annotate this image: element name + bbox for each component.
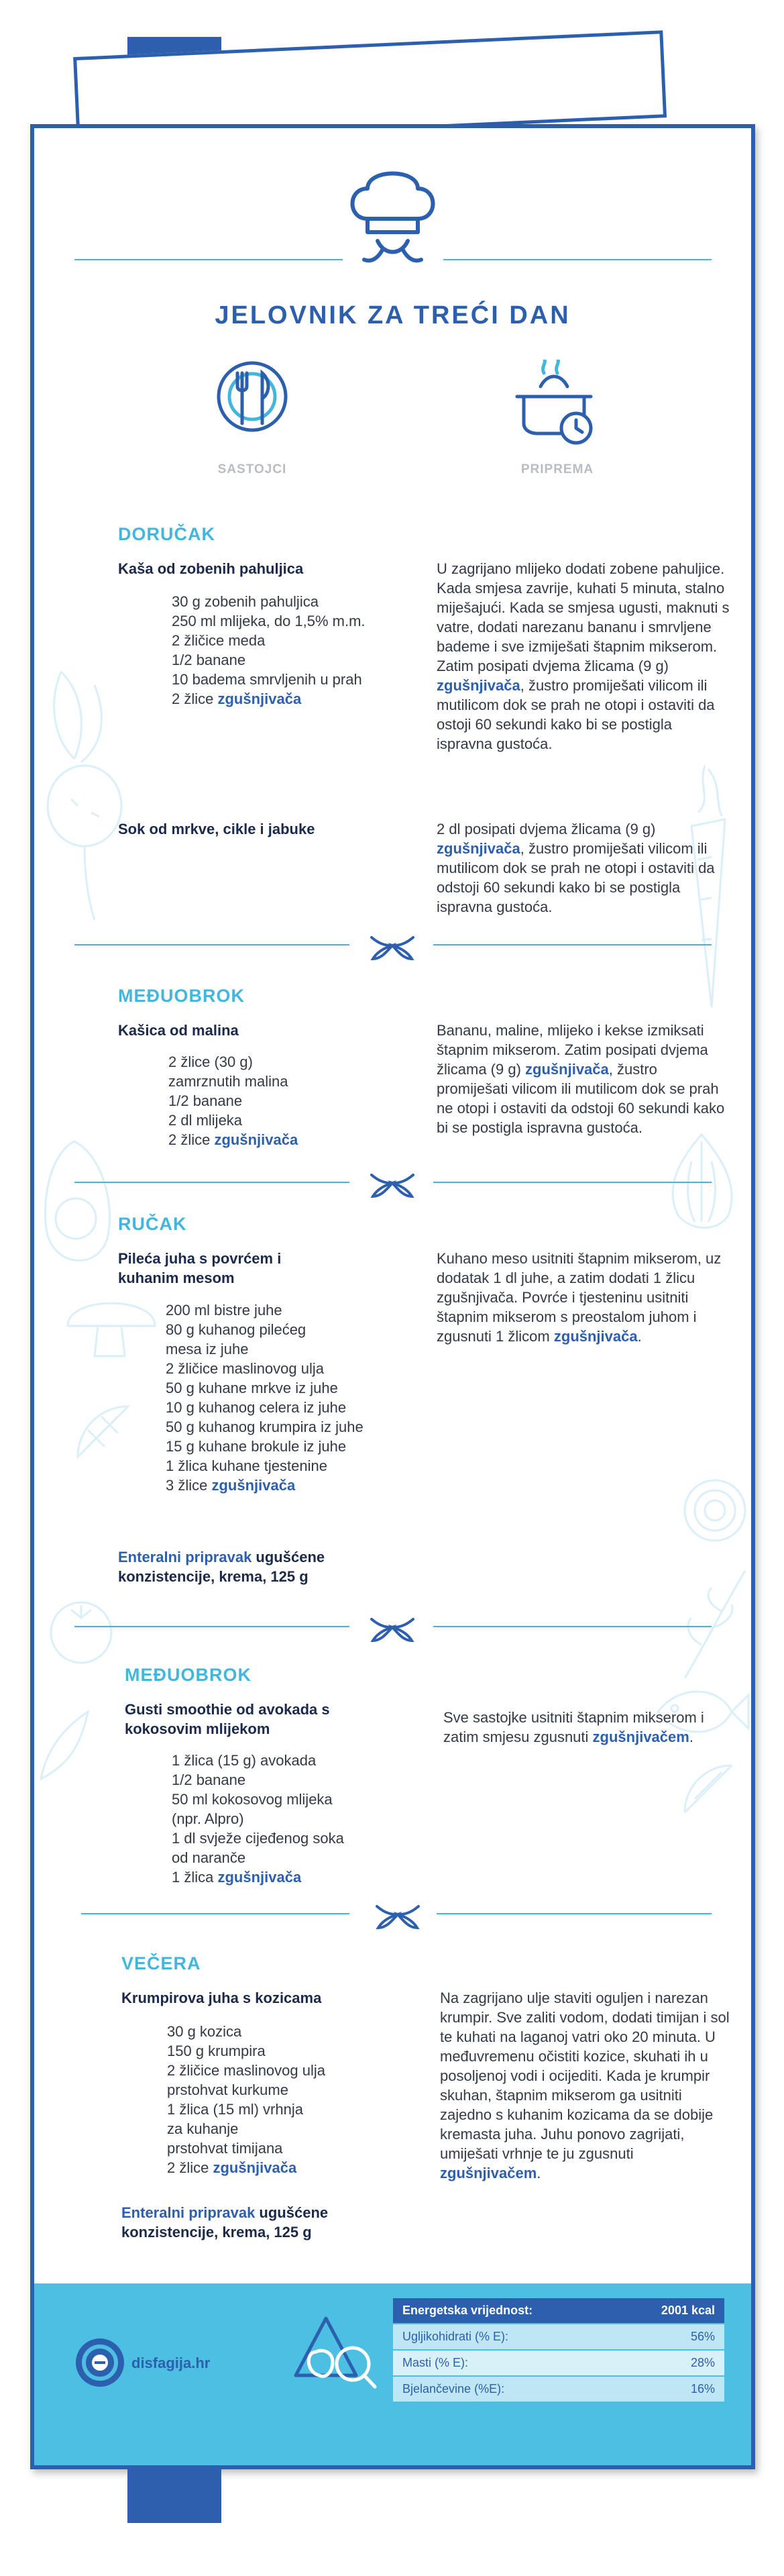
ingredient-item: 1/2 banane — [168, 1092, 243, 1109]
beet-doodle — [34, 645, 135, 927]
preparation-chicken-soup: Kuhano meso usitniti štapnim mikserom, uz dodatak 1 dl juhe, a zatim dodati 1 žlicu zgušnjivača. Povrće i tjesteninu usitniti štapnim mikserom s preostalom juhom i zgusnuti 1 žlicom zgušnjivača. — [437, 1250, 722, 1345]
lemon-slice-doodle — [671, 1752, 745, 1826]
preparation-juice: 2 dl posipati dvjema žlicama (9 g) zgušnjivača, žustro promiješati vilicom ili mutilicom dok se prah ne otopi i ostaviti da odstoji 60 sekundi kako bi se postigla ispravna gustoća. — [437, 821, 715, 915]
ingredient-item: 30 g kozica — [167, 2023, 242, 2040]
preparation-avocado-smoothie: Sve sastojke usitniti štapnim mikserom i zatim smjesu zgusnuti zgušnjivačem. — [443, 1709, 704, 1745]
ingredients-raspberry-puree — [168, 1052, 298, 1149]
ingredient-item: za kuhanje — [167, 2120, 239, 2137]
dish-name-chicken-soup: Pileća juha s povrćem i kuhanim mesom — [118, 1250, 282, 1286]
ingredient-item: 2 žlice (30 g) — [168, 1053, 253, 1070]
ingredient-item-thickener: 2 žlice zgušnjivača — [172, 690, 302, 707]
bow-ornament-icon — [373, 1901, 423, 1932]
menu-card — [30, 124, 755, 2469]
section-divider-left — [81, 1913, 349, 1914]
tomato-doodle — [41, 1591, 121, 1671]
section-title-lunch: RUČAK — [118, 1214, 187, 1234]
mushroom-doodle — [61, 1289, 162, 1363]
ingredient-item-thickener: 2 žlice zgušnjivača — [167, 2159, 297, 2176]
ingredient-item: 50 g kuhanog krumpira iz juhe — [166, 1419, 363, 1435]
ingredients-oat-porridge — [172, 592, 366, 709]
avocado-doodle — [34, 1128, 121, 1282]
ingredient-item: 1 žlica (15 ml) vrhnja — [167, 2101, 303, 2118]
energy-row-value: 16% — [690, 2382, 715, 2395]
site-name[interactable]: disfagija.hr — [131, 2355, 211, 2371]
section-title-snack1: MEĐUOBROK — [118, 986, 245, 1006]
energy-value: 2001 kcal — [661, 2304, 715, 2317]
ingredient-item: 1/2 banane — [172, 1771, 246, 1788]
ingredient-item: prstohvat kurkume — [167, 2081, 288, 2098]
energy-row — [393, 2324, 724, 2349]
section-title-breakfast: DORUČAK — [118, 524, 215, 544]
enteral-supplement-note: Enteralni pripravak ugušćene konzistencije, krema, 125 g — [118, 1549, 325, 1585]
energy-row-label: Masti (% E): — [402, 2356, 469, 2369]
leaf-doodle — [34, 1705, 95, 1786]
page-title: JELOVNIK ZA TREĆI DAN — [215, 301, 571, 329]
section-divider-right — [433, 1182, 712, 1183]
preparation-raspberry-puree: Bananu, maline, mlijeko i kekse izmiksati štapnim mikserom. Zatim posipati dvjema žlicama (9 g) zgušnjivača, žustro promiješati vilicom ili mutilicom dok se prah ne otopi i ostaviti da odstoji 60 sekundi kako bi se postigla ispravna gustoća. — [437, 1022, 725, 1136]
ingredient-item: (npr. Alpro) — [172, 1810, 244, 1827]
ingredient-item: 10 g kuhanog celera iz juhe — [166, 1399, 347, 1416]
energy-label: Energetska vrijednost: — [402, 2304, 533, 2317]
ingredient-item: 2 dl mlijeka — [168, 1112, 243, 1129]
ingredient-item: zamrznutih malina — [168, 1073, 288, 1090]
preparation-oat-porridge: U zagrijano mlijeko dodati zobene pahuljice. Kada smjesa zavrije, kuhati 5 minuta, stalno miješajući. Kada se smjesa ugusti, maknuti s vatre, dodati narezanu bananu i smrvljene bademe i sve izmiješati štapnim mikserom. Zatim posipati dvjema žlicama (9 g) zgušnjivača, žustro promiješati vilicom ili mutilicom dok se prah ne otopi i ostaviti da ostoji 60 sekundi kako bi se postigla ispravna gustoća. — [437, 560, 730, 752]
ingredient-item: prstohvat timijana — [167, 2140, 283, 2157]
pot-timer-icon — [510, 360, 598, 447]
bow-ornament-icon — [368, 1170, 417, 1200]
ingredient-item: 80 g kuhanog pilećeg — [166, 1321, 306, 1338]
ingredient-item: 2 žličice maslinovog ulja — [167, 2062, 325, 2079]
ingredient-item-thickener: 3 žlice zgušnjivača — [166, 1477, 296, 1494]
footer-band — [34, 2283, 751, 2465]
energy-row-label: Ugljikohidrati (% E): — [402, 2330, 509, 2343]
disfagija-logo-icon — [74, 2337, 125, 2388]
ingredient-item: mesa iz juhe — [166, 1341, 249, 1357]
triangle-apple-magnifier-icon — [289, 2312, 380, 2392]
ingredient-item: 1 žlica (15 g) avokada — [172, 1752, 317, 1769]
lemon-doodle — [68, 1396, 142, 1470]
section-divider-right — [437, 1913, 712, 1914]
ingredient-item: 10 badema smrvljenih u prah — [172, 671, 362, 688]
dish-name-juice: Sok od mrkve, cikle i jabuke — [118, 821, 315, 837]
preparation-potato-soup: Na zagrijano ulje staviti oguljen i narezan krumpir. Sve zaliti vodom, dodati timijan i sol te kuhati na laganoj vatri oko 20 minuta. U međuvremenu očistiti kozice, skuhati ih u posoljenoj vodi i ocijediti. Kada je krumpir skuhan, štapnim mikserom ga usitniti zajedno s kuhanim kozicama da se dobije kremasta juha. Juhu ponovo zagrijati, umiješati vrhnje te ju zgusnuti zgušnjivačem. — [440, 1990, 730, 2181]
preparation-column-label: PRIPREMA — [520, 462, 594, 476]
energy-row-value: 28% — [690, 2356, 715, 2369]
section-divider-right — [433, 944, 712, 945]
energy-row-value: 56% — [690, 2330, 715, 2343]
dish-name-raspberry-puree: Kašica od malina — [118, 1022, 239, 1039]
energy-row — [393, 2377, 724, 2402]
section-title-snack2: MEĐUOBROK — [125, 1665, 251, 1685]
bow-ornament-icon — [368, 932, 417, 963]
ingredient-item: 2 žličice meda — [172, 632, 266, 649]
energy-header-row — [393, 2298, 724, 2323]
ingredient-item: 1 dl svježe cijeđenog soka — [172, 1830, 344, 1847]
header-divider-left — [74, 259, 343, 260]
dish-name-oat-porridge: Kaša od zobenih pahuljica — [118, 560, 304, 577]
section-divider-left — [74, 1182, 349, 1183]
ingredient-item: 150 g krumpira — [167, 2043, 266, 2059]
header-divider-right — [443, 259, 712, 260]
ingredient-item: od naranče — [172, 1849, 246, 1866]
ingredient-item-thickener: 1 žlica zgušnjivača — [172, 1869, 302, 1886]
dish-name-avocado-smoothie: Gusti smoothie od avokada s kokosovim mlijekom — [125, 1701, 330, 1737]
onion-doodle — [678, 1463, 752, 1551]
ingredients-column-label: SASTOJCI — [217, 462, 287, 476]
ingredient-item: 15 g kuhane brokule iz juhe — [166, 1438, 347, 1455]
chef-hat-icon — [344, 162, 441, 266]
fork-knife-plate-icon — [215, 360, 289, 433]
herb-doodle — [671, 1564, 752, 1685]
ingredient-item: 250 ml mlijeka, do 1,5% m.m. — [172, 613, 366, 629]
ingredient-item: 50 ml kokosovog mlijeka — [172, 1791, 333, 1808]
ingredients-avocado-smoothie — [172, 1751, 344, 1887]
ingredient-item: 30 g zobenih pahuljica — [172, 593, 319, 610]
section-divider-left — [74, 1626, 349, 1627]
section-divider-left — [74, 944, 349, 945]
dish-name-potato-soup: Krumpirova juha s kozicama — [121, 1990, 322, 2006]
ingredient-item: 1 žlica kuhane tjestenine — [166, 1457, 327, 1474]
section-title-dinner: VEČERA — [121, 1953, 201, 1973]
garlic-doodle — [651, 1121, 752, 1235]
energy-table — [393, 2298, 724, 2403]
section-divider-right — [433, 1626, 712, 1627]
ingredients-potato-soup — [167, 2022, 325, 2177]
ingredient-item: 2 žličice maslinovog ulja — [166, 1360, 324, 1377]
ingredients-chicken-soup — [166, 1300, 363, 1495]
bookmark-ribbon-bottom — [127, 2469, 221, 2523]
bow-ornament-icon — [368, 1614, 417, 1645]
ingredient-item: 50 g kuhane mrkve iz juhe — [166, 1380, 338, 1396]
enteral-supplement-note: Enteralni pripravak ugušćene konzistencije, krema, 125 g — [121, 2204, 329, 2240]
energy-row — [393, 2351, 724, 2375]
energy-row-label: Bjelančevine (%E): — [402, 2382, 505, 2395]
ingredient-item-thickener: 2 žlice zgušnjivača — [168, 1131, 298, 1148]
ingredient-item: 1/2 banane — [172, 652, 246, 668]
ingredient-item: 200 ml bistre juhe — [166, 1302, 282, 1319]
